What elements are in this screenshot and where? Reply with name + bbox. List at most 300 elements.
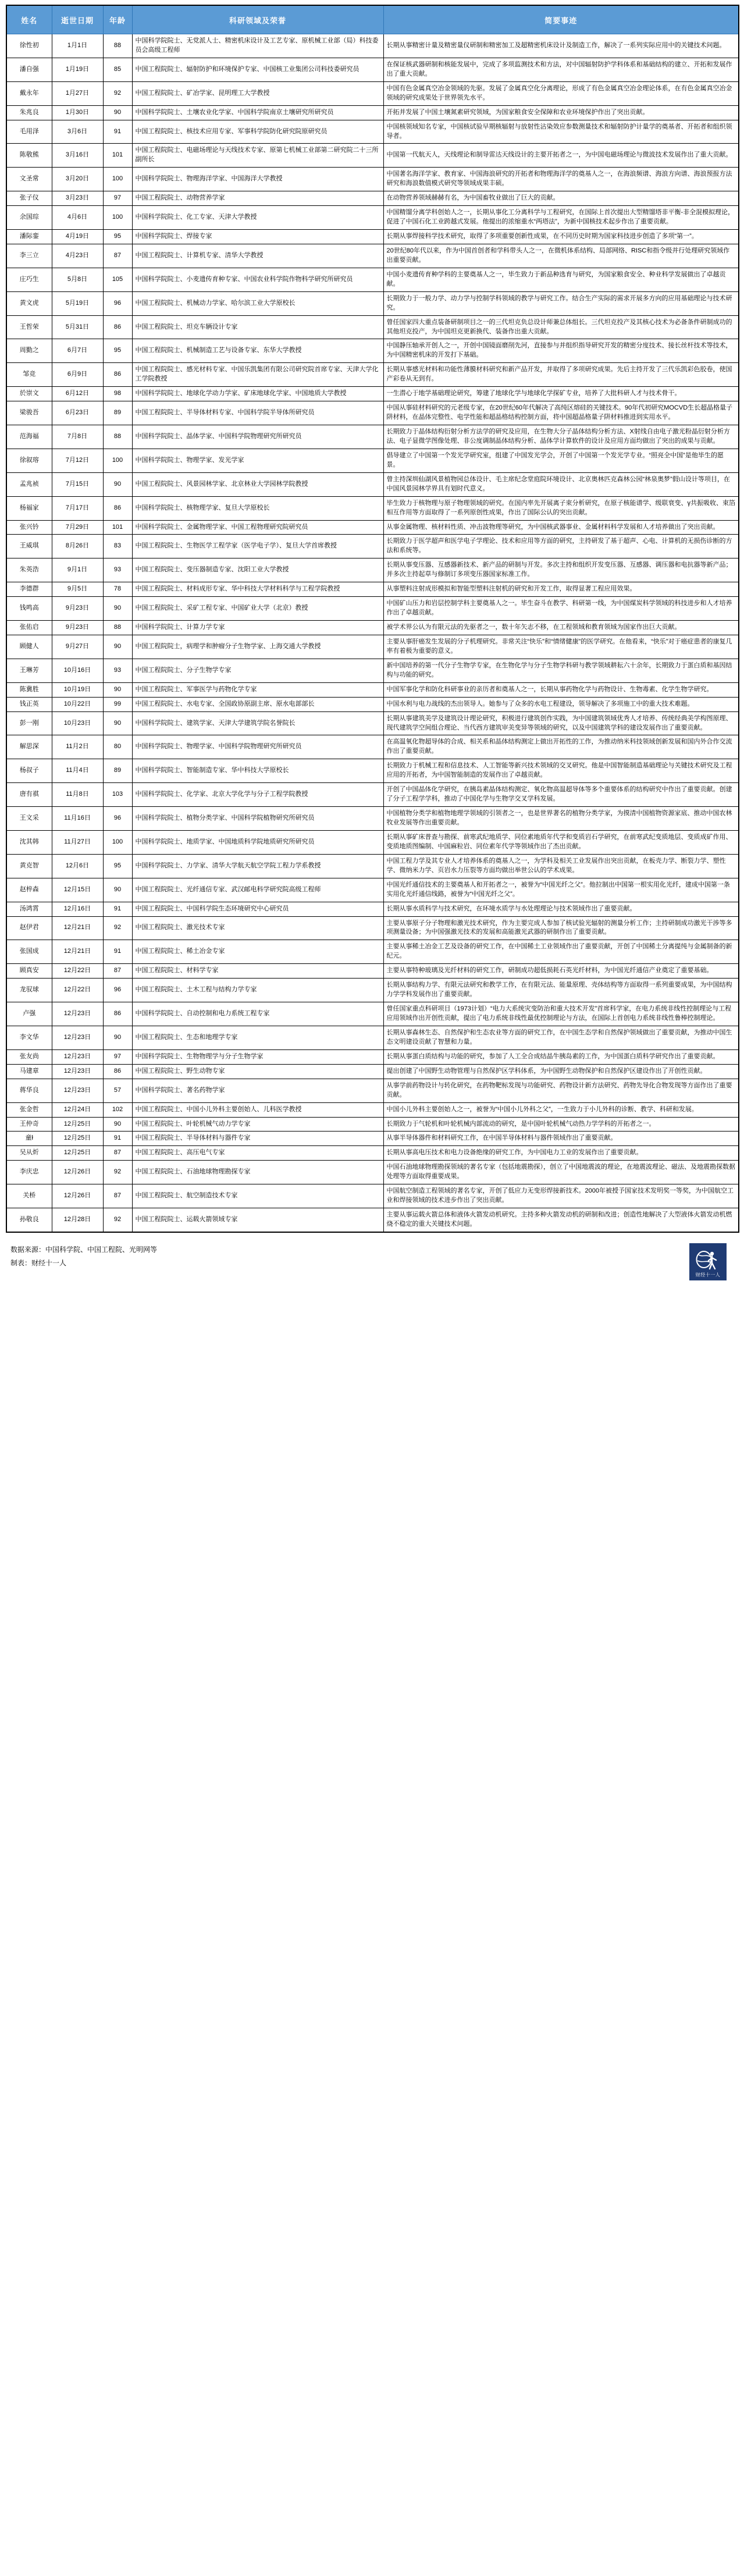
cell-research-field: 中国工程院院士、水电专家、全国政协原副主席、原水电部部长 [132, 697, 383, 711]
cell-name: 周勤之 [6, 339, 52, 363]
cell-name: 王威琪 [6, 535, 52, 558]
cell-deeds: 长期致力于医学超声和医学电子学理论、技术和应用等方面的研究，主持研发了基于超声、心电、计算机的无损伤诊断的方法和系统等。 [383, 535, 739, 558]
cell-deeds: 长期从事精密计量及精密量仪研制和精密加工及超精密机床设计及制造工作，解决了一系列实际应用中的关键技术问题。 [383, 34, 739, 58]
cell-death-date: 5月19日 [52, 291, 103, 315]
cell-research-field: 中国工程院院士、稀土冶金专家 [132, 940, 383, 964]
cell-research-field: 中国工程院院士，病理学和肿瘤分子生物学家、上海交通大学教授 [132, 635, 383, 659]
cell-death-date: 12月16日 [52, 902, 103, 916]
cell-death-date: 9月27日 [52, 635, 103, 659]
table-row [6, 58, 739, 81]
cell-name: 孙敬良 [6, 1208, 52, 1232]
table-row [6, 291, 739, 315]
cell-research-field: 中国科学院院士、核物理学家、复旦大学原校长 [132, 496, 383, 520]
cell-deeds: 主要从事特种玻璃及光纤材料的研究工作，研制成功超低损耗石英光纤材料，为中国光纤通信产业奠定了重要基础。 [383, 964, 739, 979]
cell-age: 92 [103, 81, 132, 105]
cell-deeds: 在动物营养领域赫赫有名，为中国畜牧业做出了巨大的贡献。 [383, 191, 739, 206]
cell-research-field: 中国科学院院士、化学家、北京大学化学与分子工程学院教授 [132, 783, 383, 807]
cell-death-date: 12月25日 [52, 1146, 103, 1161]
table-row [6, 558, 739, 582]
cell-age: 91 [103, 1132, 132, 1146]
cell-research-field: 中国工程院院士、中国科学院生态环境研究中心研究员 [132, 902, 383, 916]
cell-deeds: 中国军事化学和防化科研事业的亲历者和奠基人之一，长期从事药物化学与药物设计、生物毒素、化学生物学研究。 [383, 682, 739, 697]
cell-deeds: 长期从事感光材料和功能性薄膜材料研究和新产品开发，并取得了多项研究成果。先后主持开发了三代乐凯彩色胶卷，使国产彩卷从无到有。 [383, 363, 739, 387]
cell-name: 孟兆祯 [6, 472, 52, 496]
cell-age: 88 [103, 425, 132, 449]
cell-death-date: 7月8日 [52, 425, 103, 449]
cell-age: 100 [103, 168, 132, 191]
cell-name: 汤鸿霄 [6, 902, 52, 916]
cell-death-date: 12月25日 [52, 1132, 103, 1146]
table-row [6, 315, 739, 339]
cell-research-field: 中国工程院院士、感光材料专家、中国乐凯集团有限公司研究院首席专家、天津大学化工学院教授 [132, 363, 383, 387]
cell-name: 邹竞 [6, 363, 52, 387]
scientists-obituary-table [6, 5, 739, 1233]
cell-research-field: 中国科学院院士、物理海洋学家、中国海洋大学教授 [132, 168, 383, 191]
cell-name: 张友尚 [6, 1049, 52, 1064]
cell-death-date: 12月23日 [52, 1026, 103, 1049]
cell-death-date: 11月2日 [52, 735, 103, 759]
cell-name: 李德群 [6, 582, 52, 597]
cell-deeds: 中国航空制造工程领域的著名专家，开创了低应力无变形焊接新技术。2000年被授予国家技术发明奖一等奖，为中国航空工业和焊接领域的技术进步作出了突出贡献。 [383, 1184, 739, 1208]
cell-deeds: 长期从事变压器、互感器新技术、新产品的研制与开发。多次主持和组织开发变压器、互感器、调压器和电抗器等新产品；并多次主持起草与修制订多项变压器国家标准工作。 [383, 558, 739, 582]
cell-death-date: 12月26日 [52, 1184, 103, 1208]
cell-age: 86 [103, 1002, 132, 1026]
cell-research-field: 中国工程院院士、辐射防护和环境保护专家、中国核工业集团公司科技委研究员 [132, 58, 383, 81]
cell-age: 100 [103, 830, 132, 854]
cell-deeds: 主要从事原子分子物理和激光技术研究，作为主要完成人参加了核试验光辐射的测量分析工作；主持研制成功激光干涉等多项测量设备；为中国强激光技术的发展和高能激光武器的研制作出了重要贡献。 [383, 916, 739, 940]
cell-age: 97 [103, 1049, 132, 1064]
cell-age: 90 [103, 682, 132, 697]
cell-age: 86 [103, 315, 132, 339]
cell-deeds: 中国光纤通信技术的主要奠基人和开拓者之一，被誉为“中国光纤之父”。他拉制出中国第一根实用化光纤，建成中国第一条实用化光纤通信线路，被誉为“中国光纤之父”。 [383, 878, 739, 902]
cell-age: 88 [103, 621, 132, 635]
cell-name: 彭一刚 [6, 711, 52, 735]
cell-research-field: 中国工程院院士、航空制造技术专家 [132, 1184, 383, 1208]
cell-deeds: 中国工程力学及其专业人才培养体系的奠基人之一，为学科及相关工业发展作出突出贡献，在板壳力学、断裂力学、塑性学、微纳米力学、页岩水力压裂等方面均做出举世公认的学术成果。 [383, 854, 739, 878]
table-row [6, 1184, 739, 1208]
table-row [6, 635, 739, 659]
cell-deeds: 中国静压轴承开创人之一，开创中国镜面磨削先河，直接参与并组织指导研究开发的精密分度技术、接长丝杆技术等技术，为中国精密机床的开发打下基础。 [383, 339, 739, 363]
cell-research-field: 中国科学院院士、计算力学专家 [132, 621, 383, 635]
cell-research-field: 中国科学院院士、植物分类学家、中国科学院植物研究所研究员 [132, 807, 383, 831]
cell-research-field: 中国工程院院士、机械制造工艺与设备专家、东华大学教授 [132, 339, 383, 363]
cell-death-date: 4月23日 [52, 244, 103, 268]
cell-research-field: 中国科学院院士、地质学家、中国地质科学院地质研究所研究员 [132, 830, 383, 854]
cell-research-field: 中国科学院院士、物理学家、发光学家 [132, 449, 383, 472]
cell-deeds: 中国有色金属真空冶金领域的先驱。发展了金属真空化分离理论，形成了有色金属真空冶金理论体系，在有色金属真空冶金领域的研究成果处于世界领先水平。 [383, 81, 739, 105]
cell-death-date: 5月31日 [52, 315, 103, 339]
cell-research-field: 中国工程院院士、变压器制造专家、沈阳工业大学教授 [132, 558, 383, 582]
table-header-row [6, 5, 739, 34]
cell-name: 余国琮 [6, 206, 52, 230]
cell-name: 张国成 [6, 940, 52, 964]
cell-deeds: 一生潜心于地学基础理论研究，筹建了地球化学与地球化学探矿专业，培养了大批科研人才与技术骨干。 [383, 387, 739, 401]
cell-research-field: 中国科学院院士、金属物理学家、中国工程物理研究院研究员 [132, 520, 383, 535]
cell-name: 朱英浩 [6, 558, 52, 582]
cell-research-field: 中国工程院院士、野生动物专家 [132, 1064, 383, 1079]
cell-age: 91 [103, 940, 132, 964]
cell-death-date: 11月4日 [52, 759, 103, 783]
cell-death-date: 12月24日 [52, 1102, 103, 1117]
cell-name: 吴从炘 [6, 1146, 52, 1161]
cell-death-date: 8月26日 [52, 535, 103, 558]
table-row [6, 1079, 739, 1102]
cell-name: 马建章 [6, 1064, 52, 1079]
cell-name: 范海福 [6, 425, 52, 449]
cell-research-field: 中国科学院院士、无党派人士、精密机床设计及工艺专家、原机械工业部（局）科技委员会高级工程师 [132, 34, 383, 58]
cell-age: 86 [103, 1064, 132, 1079]
table-row [6, 659, 739, 682]
cell-death-date: 4月6日 [52, 206, 103, 230]
cell-age: 93 [103, 558, 132, 582]
cell-death-date: 9月1日 [52, 558, 103, 582]
table-row [6, 979, 739, 1002]
cell-death-date: 12月23日 [52, 1079, 103, 1102]
cell-research-field: 中国工程院院士、分子生物学专家 [132, 659, 383, 682]
footer [6, 1243, 738, 1289]
cell-age: 101 [103, 520, 132, 535]
table-row [6, 535, 739, 558]
cell-research-field: 中国工程院院士、生态和地理学专家 [132, 1026, 383, 1049]
cell-age: 103 [103, 783, 132, 807]
cell-research-field: 中国工程院院士、光纤通信专家、武汉邮电科学研究院高级工程师 [132, 878, 383, 902]
cell-name: 文圣常 [6, 168, 52, 191]
cell-research-field: 中国工程院院士、叶轮机械气动力学专家 [132, 1117, 383, 1132]
cell-age: 90 [103, 878, 132, 902]
cell-age: 87 [103, 964, 132, 979]
cell-death-date: 9月5日 [52, 582, 103, 597]
cell-age: 92 [103, 916, 132, 940]
cell-research-field: 中国工程院院士、军事医学与药物化学专家 [132, 682, 383, 697]
cell-name: 潘自强 [6, 58, 52, 81]
cell-deeds: 长期从事建筑美学及建筑设计理论研究，积极进行建筑创作实践，为中国建筑领域优秀人才培养、传统经典美学构图原理、现代建筑学空间组合理论、当代西方建筑审美变异等领域的研究，以及中国建筑学科的建设发展作出了重要贡献。 [383, 711, 739, 735]
cell-deeds: 倡导建立了中国第一个发光学研究室，组建了中国发光学会，开创了中国第一个发光学专业。“照亮全中国”是他毕生的愿景。 [383, 449, 739, 472]
table-header [6, 5, 739, 34]
cell-deeds: 曾任国家重点科研项目（1973计划）“电力大系统灾变防治和重大技术开发”首席科学家，在电力系统非线性控制理论与工程应用领域作出开创性贡献，提出了电力系统非线性最优控制理论与方法，在国际上首创电力系统非线性鲁棒控制理论。 [383, 1002, 739, 1026]
cell-age: 89 [103, 759, 132, 783]
cell-deeds: 曾任国家四大重点装备研制项目之一的三代坦克负总设计师兼总体组长。三代坦克投产及其核心技术为必备条件研制成功的其他坦克投产，为中国坦克更新换代、装备作出重大贡献。 [383, 315, 739, 339]
cell-name: 卢强 [6, 1002, 52, 1026]
cell-deeds: 长期从事高电压技术和电力设备绝缘的研究工作，为中国电力工业的发展作出了重要贡献。 [383, 1146, 739, 1161]
column-header-research-field: 科研领域及荣誉 [132, 5, 383, 34]
table-row [6, 783, 739, 807]
cell-age: 93 [103, 659, 132, 682]
table-row [6, 387, 739, 401]
table-row [6, 1117, 739, 1132]
cell-research-field: 中国科学院院士、建筑学家、天津大学建筑学院名誉院长 [132, 711, 383, 735]
table-row [6, 120, 739, 144]
table-row [6, 1064, 739, 1079]
cell-death-date: 10月16日 [52, 659, 103, 682]
cell-death-date: 4月19日 [52, 230, 103, 244]
cell-name: 杨叔子 [6, 759, 52, 783]
table-row [6, 168, 739, 191]
cell-age: 90 [103, 1026, 132, 1049]
cell-age: 95 [103, 339, 132, 363]
cell-research-field: 中国工程院院士、高压电气专家 [132, 1146, 383, 1161]
table-body [6, 34, 739, 1232]
cell-name: 李三立 [6, 244, 52, 268]
column-header-deeds: 简要事迹 [383, 5, 739, 34]
table-row [6, 1146, 739, 1161]
cell-age: 88 [103, 34, 132, 58]
table-row [6, 230, 739, 244]
table-row [6, 339, 739, 363]
cell-death-date: 7月15日 [52, 472, 103, 496]
cell-age: 91 [103, 902, 132, 916]
table-row [6, 1102, 739, 1117]
cell-age: 101 [103, 144, 132, 168]
cell-death-date: 1月27日 [52, 81, 103, 105]
cell-age: 102 [103, 1102, 132, 1117]
cell-age: 92 [103, 1161, 132, 1184]
table-row [6, 830, 739, 854]
cell-deeds: 中国核领域知名专家，中国核试验早期核辐射与放射性沾染效应参数测量技术和辐射防护计量学的奠基者、开拓者和组织领导者。 [383, 120, 739, 144]
cell-age: 91 [103, 120, 132, 144]
cell-deeds: 长期从事森林生态、自然保护和生态农业等方面的研究工作，在中国生态学和自然保护领域做出了重要贡献，为推动中国生态文明建设贡献了智慧和力量。 [383, 1026, 739, 1049]
table-row [6, 759, 739, 783]
cell-age: 78 [103, 582, 132, 597]
cell-research-field: 中国科学院院士、晶体学家、中国科学院物理研究所研究员 [132, 425, 383, 449]
cell-age: 90 [103, 105, 132, 120]
cell-research-field: 中国工程院院士、半导体材料专家、中国科学院半导体所研究员 [132, 401, 383, 425]
cell-deeds: 20世纪80年代以来，作为中国首创者和学科带头人之一，在微机体系结构、局部网络、RISC和指令级并行处理研究领域作出重要贡献。 [383, 244, 739, 268]
cell-death-date: 7月29日 [52, 520, 103, 535]
cell-deeds: 长期致力于机械工程和信息技术、人工智能等新兴技术领域的交叉研究。他是中国智能制造基础理论与关键技术研究及工程应用的开拓者，为中国智能制造的发展作出了卓越贡献。 [383, 759, 739, 783]
cell-deeds: 长期致力于一般力学、动力学与控制学科领域的教学与研究工作。结合生产实际的需求开展多方向的应用基础理论与技术研究。 [383, 291, 739, 315]
cell-deeds: 中国小麦遗传育种学科的主要奠基人之一，毕生致力于新品种选育与研究，为国家粮食安全、种业科学发展做出了卓越贡献。 [383, 268, 739, 291]
cell-research-field: 中国工程院院士、材料学专家 [132, 964, 383, 979]
table-row [6, 472, 739, 496]
cell-age: 97 [103, 191, 132, 206]
cell-age: 90 [103, 635, 132, 659]
cell-age: 86 [103, 496, 132, 520]
table-row [6, 1049, 739, 1064]
cell-deeds: 中国矿山压力和岩层控制学科主要奠基人之一。毕生奋斗在教学、科研第一线，为中国煤炭科学领域的科技进步和人才培养作出了卓越贡献。 [383, 597, 739, 621]
column-header-age: 年龄 [103, 5, 132, 34]
cell-death-date: 7月17日 [52, 496, 103, 520]
table-row [6, 268, 739, 291]
cell-deeds: 长期从事蛋白质结构与功能的研究，参加了人工全合成结晶牛胰岛素的工作，为中国蛋白质科学研究作出了重要贡献。 [383, 1049, 739, 1064]
cell-age: 96 [103, 807, 132, 831]
cell-age: 100 [103, 449, 132, 472]
cell-death-date: 12月6日 [52, 854, 103, 878]
cell-death-date: 12月15日 [52, 878, 103, 902]
cell-research-field: 中国工程院院士、采矿工程专家、中国矿业大学（北京）教授 [132, 597, 383, 621]
table-row [6, 1026, 739, 1049]
table-row [6, 964, 739, 979]
column-header-name: 姓名 [6, 5, 52, 34]
cell-deeds: 从事塑料注射成形模拟和智能型塑料注射机的研究和开发工作，取得显著工程应用效果。 [383, 582, 739, 597]
cell-deeds: 主要从事运载火箭总体和液体火箭发动机研究。主持多种火箭发动机的研制和改进；创造性地解决了大型液体火箭发动机燃烧不稳定的重大关键技术问题。 [383, 1208, 739, 1232]
cell-death-date: 12月22日 [52, 979, 103, 1002]
cell-name: 解思深 [6, 735, 52, 759]
cell-death-date: 1月19日 [52, 58, 103, 81]
cell-death-date: 3月20日 [52, 168, 103, 191]
cell-death-date: 12月23日 [52, 1049, 103, 1064]
logo-text: 财经十一人 [695, 1272, 721, 1278]
cell-research-field: 中国工程院院士、材料成形专家、华中科技大学材料科学与工程学院教授 [132, 582, 383, 597]
cell-name: 王仲奇 [6, 1117, 52, 1132]
cell-name: 童ł [6, 1132, 52, 1146]
cell-research-field: 中国科学院院士、小麦遗传育种专家、中国农业科学院作物科学研究所研究员 [132, 268, 383, 291]
cell-name: 张子仪 [6, 191, 52, 206]
cell-name: 李庆忠 [6, 1161, 52, 1184]
cell-name: 王文采 [6, 807, 52, 831]
table-row [6, 597, 739, 621]
cell-research-field: 中国工程院院士、运载火箭领域专家 [132, 1208, 383, 1232]
table-row [6, 449, 739, 472]
cell-research-field: 中国科学院院士、物理学家、中国科学院物理研究所研究员 [132, 735, 383, 759]
cell-age: 92 [103, 1208, 132, 1232]
cell-death-date: 12月21日 [52, 940, 103, 964]
cell-deeds: 中国从事硅材料研究的元老级专家，在20世纪60年代解决了高纯区熔硅的关键技术。90年代初研究MOCVD生长超晶格量子阱材料，在晶体完整性、电学性能和超晶格结构控制方面，将中国超晶格量子阱材料推进到实用水平。 [383, 401, 739, 425]
cell-name: 龙驭球 [6, 979, 52, 1002]
cell-name: 黄文虎 [6, 291, 52, 315]
cell-death-date: 6月9日 [52, 363, 103, 387]
table-row [6, 940, 739, 964]
table-row [6, 191, 739, 206]
cell-research-field: 中国工程院院士、生物医学工程学家（医学电子学）、复旦大学首席教授 [132, 535, 383, 558]
cell-deeds: 毕生致力于核物理与原子物理领域的研究。在国内率先开展离子束分析研究，在原子核能谱学、级联衰变、γ共振吸收、束箔相互作用等方面取得了一系列原创性成果，作出了国际公认的突出贡献。 [383, 496, 739, 520]
cell-death-date: 3月23日 [52, 191, 103, 206]
cell-age: 83 [103, 535, 132, 558]
author-line: 制表：财经十一人 [10, 1258, 67, 1267]
cell-age: 90 [103, 597, 132, 621]
table-row [6, 520, 739, 535]
cell-age: 57 [103, 1079, 132, 1102]
table-row [6, 105, 739, 120]
cell-research-field: 中国工程院院士、坦克车辆设计专家 [132, 315, 383, 339]
cell-deeds: 长期从事结构力学、有限元法研究和教学工作，在有限元法、能量原理、壳体结构等方面取得一系列重要成果，为中国结构力学学科发展作出了重要贡献。 [383, 979, 739, 1002]
cell-name: 赵伊君 [6, 916, 52, 940]
cell-death-date: 7月12日 [52, 449, 103, 472]
table-row [6, 621, 739, 635]
cell-deeds: 主要从事肝癌发生发展的分子机理研究。非常关注“快乐”和“情绪健康”的医学研究。在他看来，“快乐”对于癌症患者的康复几率有着极为重要的意义。 [383, 635, 739, 659]
cell-name: 张兴钤 [6, 520, 52, 535]
cell-deeds: 开拓并发展了中国土壤氮素研究领域，为国家粮食安全保障和农业环境保护作出了突出贡献。 [383, 105, 739, 120]
cell-deeds: 长期致力于晶体结构衍射分析方法学的研究及应用，在生物大分子晶体结构分析方法、X射线自由电子激光粉晶衍射分析方法、电子显微学图像处理、非公度调制晶体结构分析、晶体学计算软件的设计及应用方面均做出了突出的成果与贡献。 [383, 425, 739, 449]
cell-death-date: 11月8日 [52, 783, 103, 807]
cell-research-field: 中国科学院院士、生物物理学与分子生物学家 [132, 1049, 383, 1064]
cell-name: 戴永年 [6, 81, 52, 105]
cell-death-date: 6月7日 [52, 339, 103, 363]
cell-research-field: 中国工程院院士、电磁场理论与天线技术专家、原第七机械工业部第二研究院二十三所副所长 [132, 144, 383, 168]
cell-name: 李文华 [6, 1026, 52, 1049]
cell-age: 90 [103, 1117, 132, 1132]
cell-age: 86 [103, 363, 132, 387]
cell-age: 80 [103, 735, 132, 759]
cell-research-field: 中国科学院院士、化工专家、天津大学教授 [132, 206, 383, 230]
cell-deeds: 开创了中国晶体化学研究，在胰岛素晶体结构测定、氧化物高温超导体等多个重要体系的结构研究中作出了重要贡献。创建了分子工程学学科，推动了中国化学与生物学交叉学科发展。 [383, 783, 739, 807]
cell-death-date: 6月23日 [52, 401, 103, 425]
cell-age: 95 [103, 230, 132, 244]
cell-age: 87 [103, 1184, 132, 1208]
cell-age: 96 [103, 979, 132, 1002]
cell-name: 徐性初 [6, 34, 52, 58]
cell-death-date: 3月16日 [52, 144, 103, 168]
table-row [6, 144, 739, 168]
cell-research-field: 中国科学院院士、智能制造专家、华中科技大学原校长 [132, 759, 383, 783]
cell-name: 黄克智 [6, 854, 52, 878]
cell-death-date: 10月19日 [52, 682, 103, 697]
cell-age: 95 [103, 854, 132, 878]
table-row [6, 735, 739, 759]
cell-name: 顾真安 [6, 964, 52, 979]
cell-deeds: 在高温氧化物超导体的合成、相关系和晶体结构测定上做出开拓性的工作，为推动纳米科技领域创新发展和国内外合作交流作出了重要贡献。 [383, 735, 739, 759]
cell-age: 89 [103, 401, 132, 425]
cell-death-date: 12月21日 [52, 916, 103, 940]
cell-research-field: 中国工程院院士、土木工程与结构力学专家 [132, 979, 383, 1002]
cell-deeds: 从事金属物理、核材料性质、冲击波物理等研究，为中国核武器事业、金属材料科学发展和人才培养做出了突出贡献。 [383, 520, 739, 535]
cell-research-field: 中国科学院院士、力学家、清华大学航天航空学院工程力学系教授 [132, 854, 383, 878]
table-row [6, 1208, 739, 1232]
cell-death-date: 3月6日 [52, 120, 103, 144]
cell-deeds: 曾主持深圳仙湖风景植物园总体设计、毛主席纪念堂庭院环境设计、北京奥林匹克森林公园“林泉奥梦”假山设计等项目，在中国风景园林学界具有划时代意义。 [383, 472, 739, 496]
cell-name: 毛用泽 [6, 120, 52, 144]
cell-death-date: 12月28日 [52, 1208, 103, 1232]
cell-research-field: 中国科学院院士、自动控制和电力系统工程专家 [132, 1002, 383, 1026]
table-row [6, 854, 739, 878]
cell-death-date: 1月1日 [52, 34, 103, 58]
cell-name: 沈其韩 [6, 830, 52, 854]
cell-age: 96 [103, 291, 132, 315]
cell-deeds: 中国著名海洋学家、教育家、中国海浪研究的开拓者和物理海洋学的奠基人之一，在海浪频谱、海浪方向谱、海浪预报方法研究和海浪数值模式研究等领域成果丰硕。 [383, 168, 739, 191]
table-row [6, 916, 739, 940]
cell-name: 钱鸣高 [6, 597, 52, 621]
cell-death-date: 12月23日 [52, 1002, 103, 1026]
cell-name: 赵梓森 [6, 878, 52, 902]
cell-research-field: 中国工程院院士、机械动力学家、哈尔滨工业大学原校长 [132, 291, 383, 315]
cell-death-date: 1月30日 [52, 105, 103, 120]
table-row [6, 1161, 739, 1184]
cell-death-date: 12月25日 [52, 1117, 103, 1132]
cell-deeds: 被学术界公认为有限元法的先驱者之一，数十年矢志不移，在工程领域和教育领域为国家作出巨大贡献。 [383, 621, 739, 635]
cell-deeds: 从事半导体器件和材料研究工作，在中国半导体材料与器件领域作出了重要贡献。 [383, 1132, 739, 1146]
cell-name: 关桥 [6, 1184, 52, 1208]
cell-research-field: 中国科学院院士、著名药物学家 [132, 1079, 383, 1102]
table-row [6, 363, 739, 387]
cell-name: 杨福家 [6, 496, 52, 520]
cell-age: 99 [103, 697, 132, 711]
cell-research-field: 中国工程院院士、半导体材料与器件专家 [132, 1132, 383, 1146]
cell-deeds: 主要从事稀土冶金工艺及设备的研究工作，在中国稀土工业领域作出了重要贡献，开创了中国稀土分离提纯与金属制备的新纪元。 [383, 940, 739, 964]
table-row [6, 582, 739, 597]
cell-name: 王哲荣 [6, 315, 52, 339]
table-row [6, 34, 739, 58]
column-header-death-date: 逝世日期 [52, 5, 103, 34]
cell-research-field: 中国工程院院士、核技术应用专家、军事科学院防化研究院原研究员 [132, 120, 383, 144]
cell-deeds: 长期从事矿床普查与勘探、前寒武纪地质学、同位素地质年代学和变质岩石学研究，在前寒武纪变质地层、变质成矿作用、变质地质图编制、中国麻粒岩、同位素年代学等领域作出了杰出贡献。 [383, 830, 739, 854]
cell-death-date: 12月23日 [52, 1064, 103, 1079]
cell-name: 唐有祺 [6, 783, 52, 807]
cell-age: 100 [103, 206, 132, 230]
data-source-line: 数据来源：中国科学院、中国工程院、光明网等 [10, 1245, 158, 1254]
cell-name: 庄巧生 [6, 268, 52, 291]
cell-deeds: 中国小儿外科主要创始人之一，被誉为“中国小儿外科之父”，一生致力于小儿外科的诊断、教学、科研和发展。 [383, 1102, 739, 1117]
cell-research-field: 中国工程院院士、动物营养学家 [132, 191, 383, 206]
cell-name: 梁骏吾 [6, 401, 52, 425]
cell-age: 90 [103, 711, 132, 735]
cell-deeds: 中国第一代航天人，天线理论和制导雷达天线设计的主要开拓者之一，为中国电磁场理论与微波技术发展作出了重大贡献。 [383, 144, 739, 168]
cell-name: 朱兆良 [6, 105, 52, 120]
cell-death-date: 11月27日 [52, 830, 103, 854]
cell-name: 王琳芳 [6, 659, 52, 682]
table-row [6, 807, 739, 831]
cell-age: 90 [103, 472, 132, 496]
footer-notes [10, 1243, 157, 1270]
table-row [6, 682, 739, 697]
